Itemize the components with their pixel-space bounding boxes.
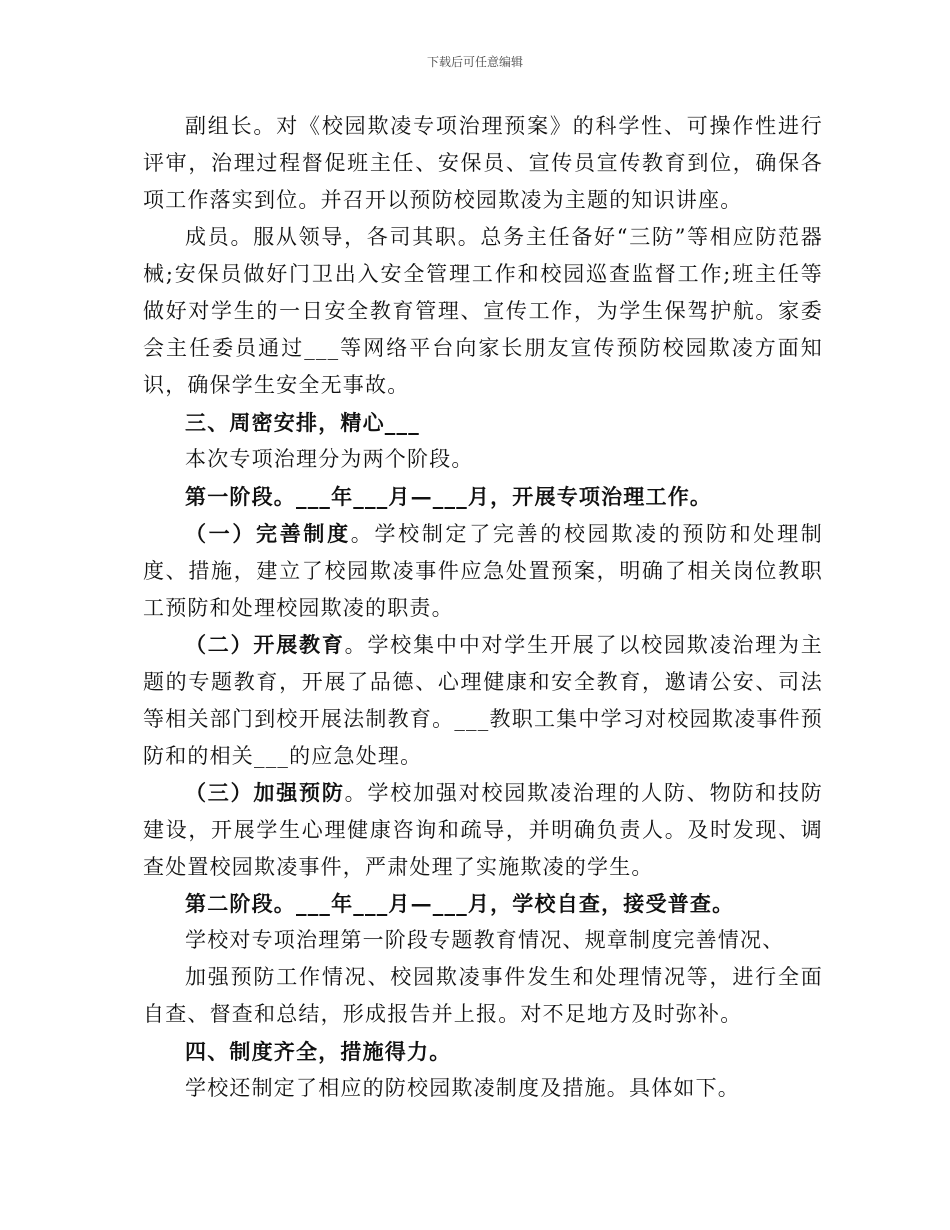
paragraph-self-check-line1: 学校对专项治理第一阶段专题教育情况、规章制度完善情况、 bbox=[185, 928, 785, 952]
paragraph-self-check-line2: 加强预防工作情况、校园欺凌事件发生和处理情况等，进行全面自查、督查和总结，形成报告并上报。对不足地方及时弥补。 bbox=[143, 965, 823, 1026]
item-education-body: 。学校集中中对学生开展了以校园欺凌治理为主题的专题教育，开展了品德、心理健康和安全教育，邀请公安、司法等相关部门到校开展法制教育。___教职工集中学习对校园欺凌事件预防和的相关___的应急处理。 bbox=[143, 633, 823, 768]
paragraph-measures: 学校还制定了相应的防校园欺凌制度及措施。具体如下。 bbox=[185, 1076, 740, 1100]
paragraph-two-stages: 本次专项治理分为两个阶段。 bbox=[185, 447, 474, 471]
stage-one-heading: 第一阶段。___年___月—___月，开展专项治理工作。 bbox=[185, 484, 713, 509]
item-prevention-body: 。学校加强对校园欺凌治理的人防、物防和技防建设，开展学生心理健康咨询和疏导，并明确负责人。及时发现、调查处置校园欺凌事件，严肃处理了实施欺凌的学生。 bbox=[143, 781, 823, 879]
item-improve-system-title: （一）完善制度 bbox=[185, 521, 351, 546]
item-education-title: （二）开展教育 bbox=[185, 632, 345, 657]
item-prevention-title: （三）加强预防 bbox=[185, 780, 345, 805]
section-heading-3: 三、周密安排，精心___ bbox=[185, 410, 420, 435]
item-strengthen-prevention bbox=[143, 774, 823, 886]
paragraph-members: 成员。服从领导，各司其职。总务主任备好“三防”等相应防范器械;安保员做好门卫出入安全管理工作和校园巡查监督工作;班主任等做好对学生的一日安全教育管理、宣传工作，为学生保驾护航。家委会主任委员通过___等网络平台向家长朋友宣传预防校园欺凌方面知识，确保学生安全无事故。 bbox=[143, 225, 823, 397]
section-heading-4: 四、制度齐全，措施得力。 bbox=[185, 1039, 452, 1064]
paragraph-vice-leader: 副组长。对《校园欺凌专项治理预案》的科学性、可操作性进行评审，治理过程督促班主任、安保员、宣传员宣传教育到位，确保各项工作落实到位。并召开以预防校园欺凌为主题的知识讲座。 bbox=[143, 114, 823, 212]
item-improve-system-body: 。学校制定了完善的校园欺凌的预防和处理制度、措施，建立了校园欺凌事件应急处置预案，明确了相关岗位教职工预防和处理校园欺凌的职责。 bbox=[143, 522, 823, 620]
page-header-note: 下载后可任意编辑 bbox=[426, 55, 523, 69]
item-improve-system bbox=[143, 515, 823, 627]
item-carry-out-education bbox=[143, 626, 823, 775]
stage-two-heading: 第二阶段。___年___月—___月，学校自查，接受普查。 bbox=[185, 891, 735, 916]
